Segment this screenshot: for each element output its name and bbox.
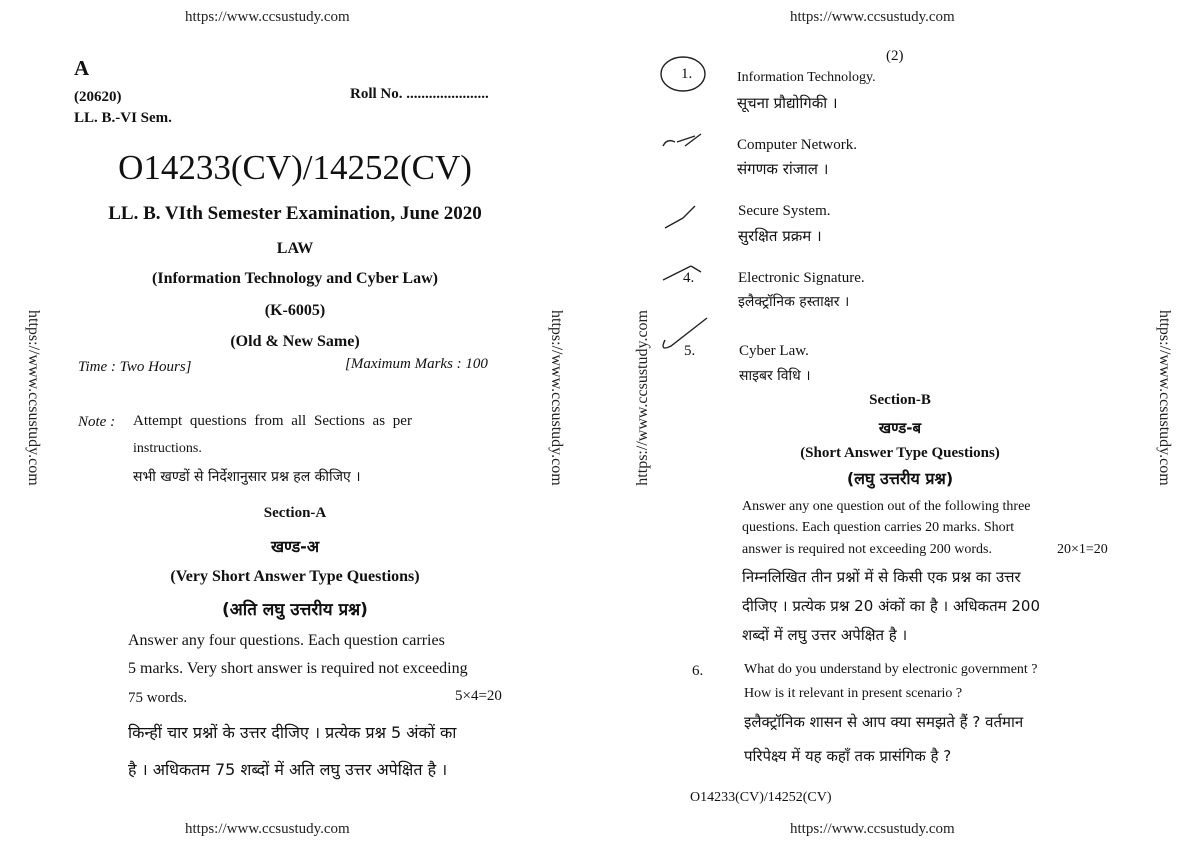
section-b-hindi: खण्ड-ब (878, 419, 922, 437)
paper-number: (20620) (74, 89, 122, 105)
q6-english-1: What do you understand by electronic government ? (744, 662, 1038, 677)
section-a-type-hindi: (अति लघु उत्तरीय प्रश्न) (222, 600, 368, 620)
page-number: (2) (886, 48, 904, 64)
section-b-inst-hindi-3: शब्दों में लघु उत्तर अपेक्षित है । (742, 626, 908, 644)
watermark-top-right: https://www.ccsustudy.com (790, 9, 955, 25)
section-a-inst-3: 75 words. (128, 690, 188, 706)
section-b-type-hindi: (लघु उत्तरीय प्रश्न) (846, 469, 954, 488)
section-a-marks: 5×4=20 (455, 688, 502, 704)
watermark-side-1: https://www.ccsustudy.com (25, 310, 42, 486)
subject: LAW (276, 240, 314, 257)
q5-hindi: साइबर विधि । (739, 368, 811, 384)
time-label: Time : Two Hours] (78, 359, 192, 375)
k-code: (K-6005) (264, 302, 326, 319)
note-text-2: instructions. (133, 441, 202, 456)
crossed-mark-icon (663, 134, 701, 146)
q4-hindi: इलैक्ट्रॉनिक हस्ताक्षर । (738, 294, 850, 310)
handwritten-tick-marks (655, 50, 735, 390)
section-b-inst-1: Answer any one question out of the following three (742, 499, 1031, 514)
section-b-inst-2: questions. Each question carries 20 marks. Short (742, 520, 1015, 535)
tick-mark-icon-4 (663, 266, 701, 280)
section-b-inst-hindi-2: दीजिए । प्रत्येक प्रश्न 20 अंकों का है । अधिकतम 200 (742, 597, 1041, 615)
q3-hindi: सुरक्षित प्रक्रम । (738, 227, 822, 245)
section-a-inst-hindi-1: किन्हीं चार प्रश्नों के उत्तर दीजिए । प्रत्येक प्रश्न 5 अंकों का (128, 723, 457, 742)
q2-hindi: संगणक रांजाल । (737, 160, 829, 178)
old-new-same: (Old & New Same) (230, 333, 360, 350)
watermark-side-3: https://www.ccsustudy.com (634, 310, 651, 486)
q5-english: Cyber Law. (739, 343, 809, 359)
roll-no: Roll No. ...................... (350, 86, 489, 102)
q4-english: Electronic Signature. (738, 270, 865, 286)
footer-paper-code: O14233(CV)/14252(CV) (690, 790, 832, 805)
q2-english: Computer Network. (737, 137, 857, 153)
section-a-type: (Very Short Answer Type Questions) (170, 568, 420, 585)
section-a-inst-2: 5 marks. Very short answer is required not exceeding (128, 660, 468, 677)
tick-mark-icon-3 (665, 206, 695, 228)
q6-english-2: How is it relevant in present scenario ? (744, 686, 963, 701)
section-b-type: (Short Answer Type Questions) (800, 445, 1000, 461)
watermark-top-left: https://www.ccsustudy.com (185, 9, 350, 25)
q5-number: 5. (684, 343, 696, 359)
q1-hindi: सूचना प्रौद्योगिकी । (737, 94, 838, 112)
section-b-inst-hindi-1: निम्नलिखित तीन प्रश्नों में से किसी एक प्रश्न का उत्तर (742, 568, 1021, 586)
q6-hindi-1: इलैक्ट्रॉनिक शासन से आप क्या समझते हैं ? वर्तमान (744, 713, 1024, 731)
q6-hindi-2: परिपेक्ष्य में यह कहाँ तक प्रासंगिक है ? (744, 747, 952, 765)
section-a-inst-hindi-2: है । अधिकतम 75 शब्दों में अति लघु उत्तर अपेक्षित है । (128, 760, 448, 779)
note-text-1: Attempt questions from all Sections as per (133, 413, 412, 429)
section-a-hindi: खण्ड-अ (270, 537, 320, 556)
set-label: A (74, 56, 90, 80)
section-a-heading: Section-A (263, 505, 327, 521)
watermark-bottom-left: https://www.ccsustudy.com (185, 821, 350, 837)
section-a-inst-1: Answer any four questions. Each question carries (128, 632, 445, 649)
paper-name: (Information Technology and Cyber Law) (152, 270, 438, 287)
q4-number: 4. (683, 270, 695, 286)
section-b-heading: Section-B (869, 392, 931, 408)
course-label: LL. B.-VI Sem. (74, 110, 172, 126)
q1-english: Information Technology. (737, 70, 876, 85)
q1-number: 1. (681, 66, 693, 82)
watermark-side-4: https://www.ccsustudy.com (1156, 310, 1173, 486)
max-marks: [Maximum Marks : 100 (345, 356, 488, 372)
q3-english: Secure System. (738, 203, 831, 219)
watermark-side-2: https://www.ccsustudy.com (548, 310, 565, 486)
note-label: Note : (78, 414, 116, 430)
exam-title: LL. B. VIth Semester Examination, June 2020 (108, 203, 482, 224)
watermark-bottom-right: https://www.ccsustudy.com (790, 821, 955, 837)
note-hindi: सभी खण्डों से निर्देशानुसार प्रश्न हल कीजिए । (133, 469, 361, 485)
paper-code-title: O14233(CV)/14252(CV) (118, 148, 472, 187)
section-b-inst-3: answer is required not exceeding 200 words. (742, 542, 992, 557)
section-b-marks: 20×1=20 (1057, 542, 1108, 557)
q6-number: 6. (692, 663, 704, 679)
